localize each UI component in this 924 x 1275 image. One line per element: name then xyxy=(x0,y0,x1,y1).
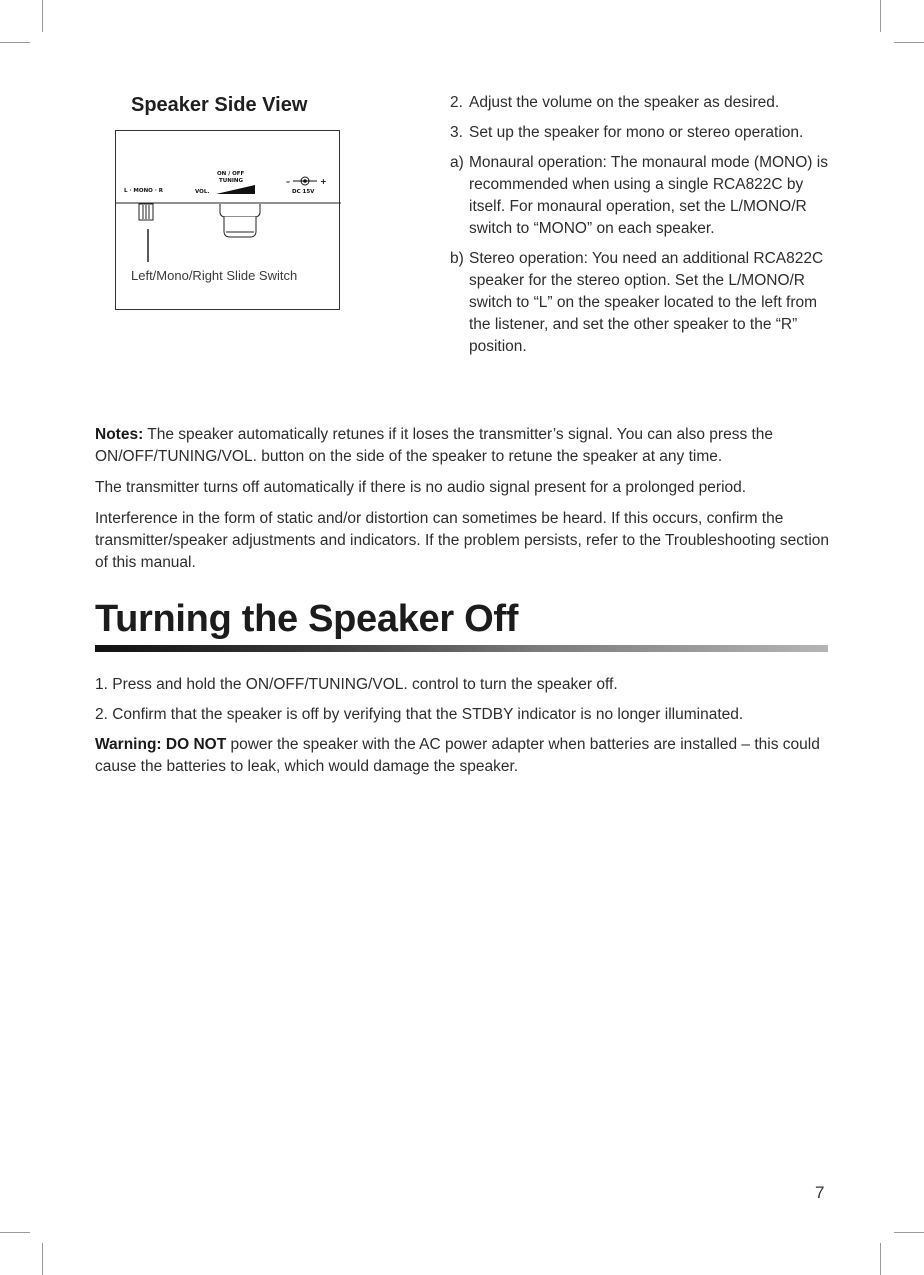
dc-plus-label: + xyxy=(320,177,327,186)
crop-mark xyxy=(894,1232,924,1233)
volume-wedge-icon xyxy=(216,185,255,194)
step-text: Monaural operation: The monaural mode (MONO) is recommended when using a single RCA822C by itself. For monaural operation, set the L/MONO/R switch to “MONO” on each speaker. xyxy=(469,154,828,237)
turn-off-step-2: 2. Confirm that the speaker is off by verifying that the STDBY indicator is no longer illuminated. xyxy=(95,706,744,723)
step-text: Set up the speaker for mono or stereo operation. xyxy=(469,124,804,141)
speaker-side-view-diagram xyxy=(115,130,340,310)
page-number: 7 xyxy=(815,1183,825,1202)
crop-mark xyxy=(880,0,881,32)
list-item xyxy=(450,92,840,114)
auto-off-paragraph: The transmitter turns off automatically if there is no audio signal present for a prolonged period. xyxy=(95,479,747,496)
step-number: a) xyxy=(450,154,464,171)
step-text: Stereo operation: You need an additional RCA822C speaker for the stereo option. Set the L/MONO/R switch to “L” on the speaker located to the left from the listener, and set the other speaker to the “R” position. xyxy=(469,250,824,355)
crop-mark xyxy=(42,0,43,32)
onoff-label: ON / OFF xyxy=(217,171,245,177)
step-number: 2. xyxy=(450,94,463,111)
volume-knob-icon xyxy=(220,204,260,237)
notes-label: Notes: xyxy=(95,426,144,443)
turn-off-step-1: 1. Press and hold the ON/OFF/TUNING/VOL. control to turn the speaker off. xyxy=(95,676,618,693)
list-item xyxy=(450,122,840,144)
dc-polarity-icon xyxy=(293,177,317,185)
step-number: 3. xyxy=(450,124,463,141)
tuning-label: TUNING xyxy=(219,178,243,184)
crop-mark xyxy=(42,1243,43,1275)
crop-mark xyxy=(0,42,30,43)
slide-switch-icon xyxy=(139,204,153,220)
section-divider xyxy=(95,645,828,652)
setup-steps-list xyxy=(450,92,840,366)
section-title: Turning the Speaker Off xyxy=(95,598,519,640)
speaker-diagram-svg xyxy=(116,131,341,311)
crop-mark xyxy=(894,42,924,43)
warning-text: power the speaker with the AC power adapter when batteries are installed – this could cause the batteries to leak, which would damage the speaker. xyxy=(95,736,820,775)
interference-paragraph: Interference in the form of static and/or distortion can sometimes be heard. If this occurs, confirm the transmitter/speaker adjustments and indicators. If the problem persists, refer to the Troubleshooting section of this manual. xyxy=(95,510,830,571)
crop-mark xyxy=(0,1232,30,1233)
switch-label: L · MONO · R xyxy=(124,188,164,194)
step-text: Adjust the volume on the speaker as desired. xyxy=(469,94,780,111)
notes-paragraph xyxy=(95,424,830,468)
step-number: b) xyxy=(450,250,464,267)
figure-title: Speaker Side View xyxy=(131,94,308,116)
warning-label: Warning: DO NOT xyxy=(95,736,227,753)
dc-minus-label: – xyxy=(286,177,290,186)
list-item xyxy=(450,152,840,240)
crop-mark xyxy=(880,1243,881,1275)
list-item xyxy=(450,248,840,358)
dc-label: DC 15V xyxy=(292,189,315,195)
notes-text: The speaker automatically retunes if it loses the transmitter’s signal. You can also press the ON/OFF/TUNING/VOL. button on the side of the speaker to retune the speaker at any time. xyxy=(95,426,774,465)
warning-paragraph xyxy=(95,734,835,778)
figure-caption: Left/Mono/Right Slide Switch xyxy=(131,268,298,283)
vol-label: VOL. xyxy=(195,189,210,195)
notes-section xyxy=(95,424,830,583)
turn-off-steps xyxy=(95,674,835,786)
